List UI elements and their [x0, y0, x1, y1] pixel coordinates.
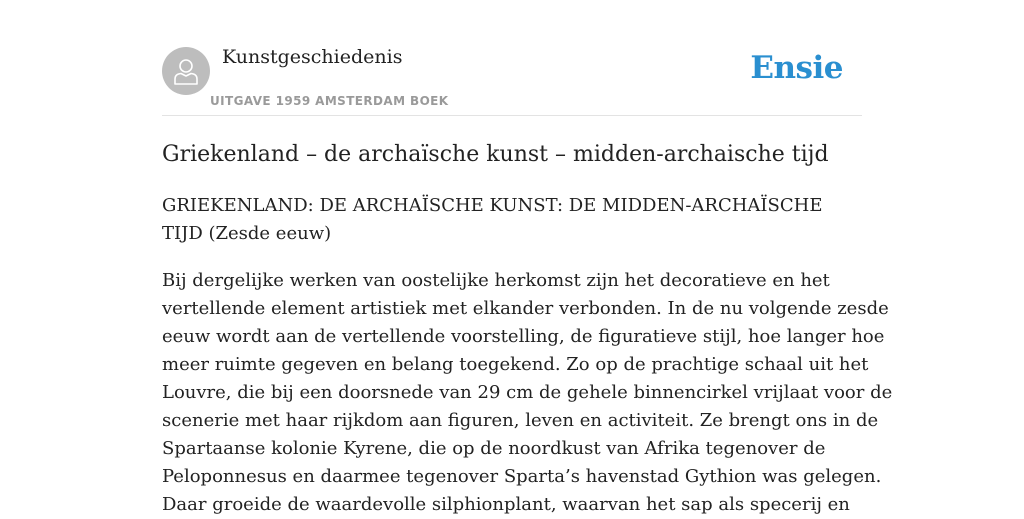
user-icon — [173, 57, 199, 85]
category-link[interactable]: Kunstgeschiedenis — [222, 46, 403, 68]
article-title: Griekenland – de archaïsche kunst – midden-archaische tijd — [162, 142, 829, 167]
body-line: vertellende element artistiek met elkander verbonden. In de nu volgende zesde — [162, 298, 889, 319]
avatar[interactable] — [162, 47, 210, 95]
ensie-logo[interactable]: Ensie — [750, 50, 843, 86]
article-subtitle: GRIEKENLAND: DE ARCHAÏSCHE KUNST: DE MIDDEN-ARCHAÏSCHE TIJD (Zesde eeuw) — [162, 195, 823, 244]
body-line: Daar groeide de waardevolle silphionplant, waarvan het sap als specerij en — [162, 494, 850, 515]
article-page — [162, 0, 893, 515]
body-line: scenerie met haar rijkdom aan figuren, leven en activiteit. Ze brengt ons in de — [162, 410, 879, 431]
body-line: Spartaanse kolonie Kyrene, die op de noordkust van Afrika tegenover de — [162, 438, 826, 459]
article-body — [162, 267, 893, 519]
body-line: eeuw wordt aan de vertellende voorstelling, de figuratieve stijl, hoe langer hoe — [162, 326, 885, 347]
body-line: Bij dergelijke werken van oostelijke herkomst zijn het decoratieve en het — [162, 270, 830, 291]
body-line: Louvre, die bij een doorsnede van 29 cm de gehele binnencirkel vrijlaat voor de — [162, 382, 893, 403]
source-label: UITGAVE 1959 AMSTERDAM BOEK — [210, 94, 449, 108]
body-line: meer ruimte gegeven en belang toegekend. Zo op de prachtige schaal uit het — [162, 354, 869, 375]
header-divider — [162, 115, 862, 116]
body-line: Peloponnesus en daarmee tegenover Sparta’s havenstad Gythion was gelegen. — [162, 466, 882, 487]
